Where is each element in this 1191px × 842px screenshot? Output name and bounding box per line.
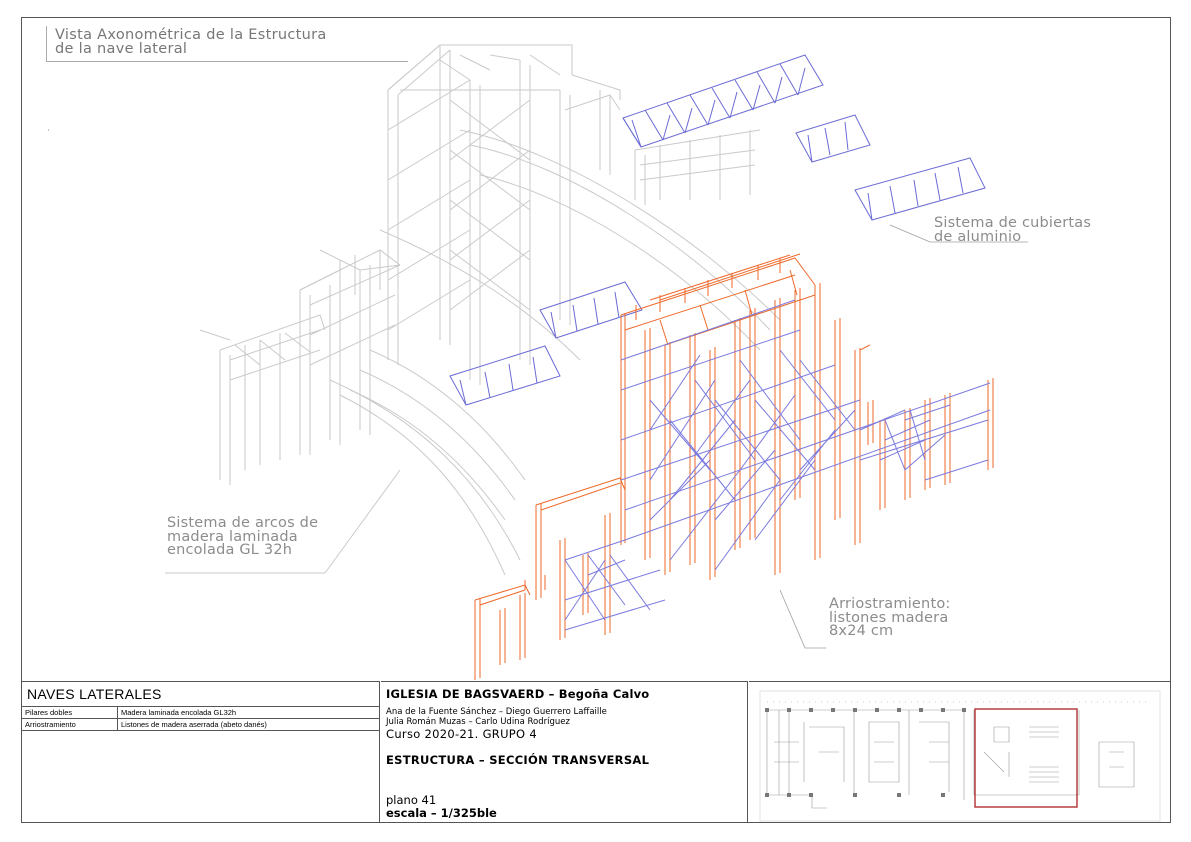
authors-line2: Julia Román Muzas – Carlo Udina Rodríguez bbox=[386, 716, 570, 727]
legend-element: Arriostramiento bbox=[22, 719, 118, 731]
project-info-panel bbox=[381, 681, 748, 823]
table-row bbox=[22, 719, 379, 731]
legend-material: Listones de madera aserrada (abeto danés) bbox=[118, 719, 380, 731]
bracing bbox=[565, 300, 990, 630]
legend-material: Madera laminada encolada GL32h bbox=[118, 707, 380, 719]
key-plan bbox=[749, 682, 1171, 824]
callout-arches-line1: Sistema de arcos de bbox=[167, 515, 319, 531]
drawing-title-box bbox=[46, 26, 408, 62]
axonometric-drawing bbox=[22, 18, 1170, 680]
authors bbox=[386, 708, 747, 727]
legend-table bbox=[22, 706, 379, 731]
callout-roof-line2: de aluminio bbox=[934, 228, 1022, 245]
authors-line1: Ana de la Fuente Sánchez – Diego Guerrero Laffaille bbox=[386, 707, 607, 717]
callout-roof bbox=[934, 217, 1091, 244]
legend-panel bbox=[22, 681, 380, 823]
callout-bracing-line1: Arriostramiento: bbox=[829, 596, 951, 612]
callout-arches-line2: madera laminada bbox=[167, 528, 298, 545]
table-row bbox=[22, 707, 379, 719]
course: Curso 2020-21. GRUPO 4 bbox=[386, 727, 537, 741]
drawing-title-line1: Vista Axonométrica de la Estructura bbox=[55, 27, 327, 43]
scale: escala – 1/325ble bbox=[386, 806, 497, 820]
leader-lines bbox=[780, 225, 1028, 648]
drawing-title-line2: de la nave lateral bbox=[55, 41, 188, 57]
legend-element: Pilares dobles bbox=[22, 707, 118, 719]
callout-arches bbox=[167, 517, 318, 558]
legend-header: NAVES LATERALES bbox=[27, 686, 162, 702]
callout-bracing-line2: listones madera bbox=[829, 609, 949, 626]
callout-bracing bbox=[829, 598, 950, 639]
project-title: IGLESIA DE BAGSVAERD – Begoña Calvo bbox=[386, 687, 650, 701]
sheet-title: ESTRUCTURA – SECCIÓN TRANSVERSAL bbox=[386, 753, 650, 767]
callout-bracing-line3: 8x24 cm bbox=[829, 623, 894, 639]
callout-roof-line1: Sistema de cubiertas bbox=[934, 215, 1092, 231]
callout-arches-line3: encolada GL 32h bbox=[167, 542, 293, 558]
key-plan-panel bbox=[749, 681, 1171, 823]
sheet-number: plano 41 bbox=[386, 793, 437, 807]
